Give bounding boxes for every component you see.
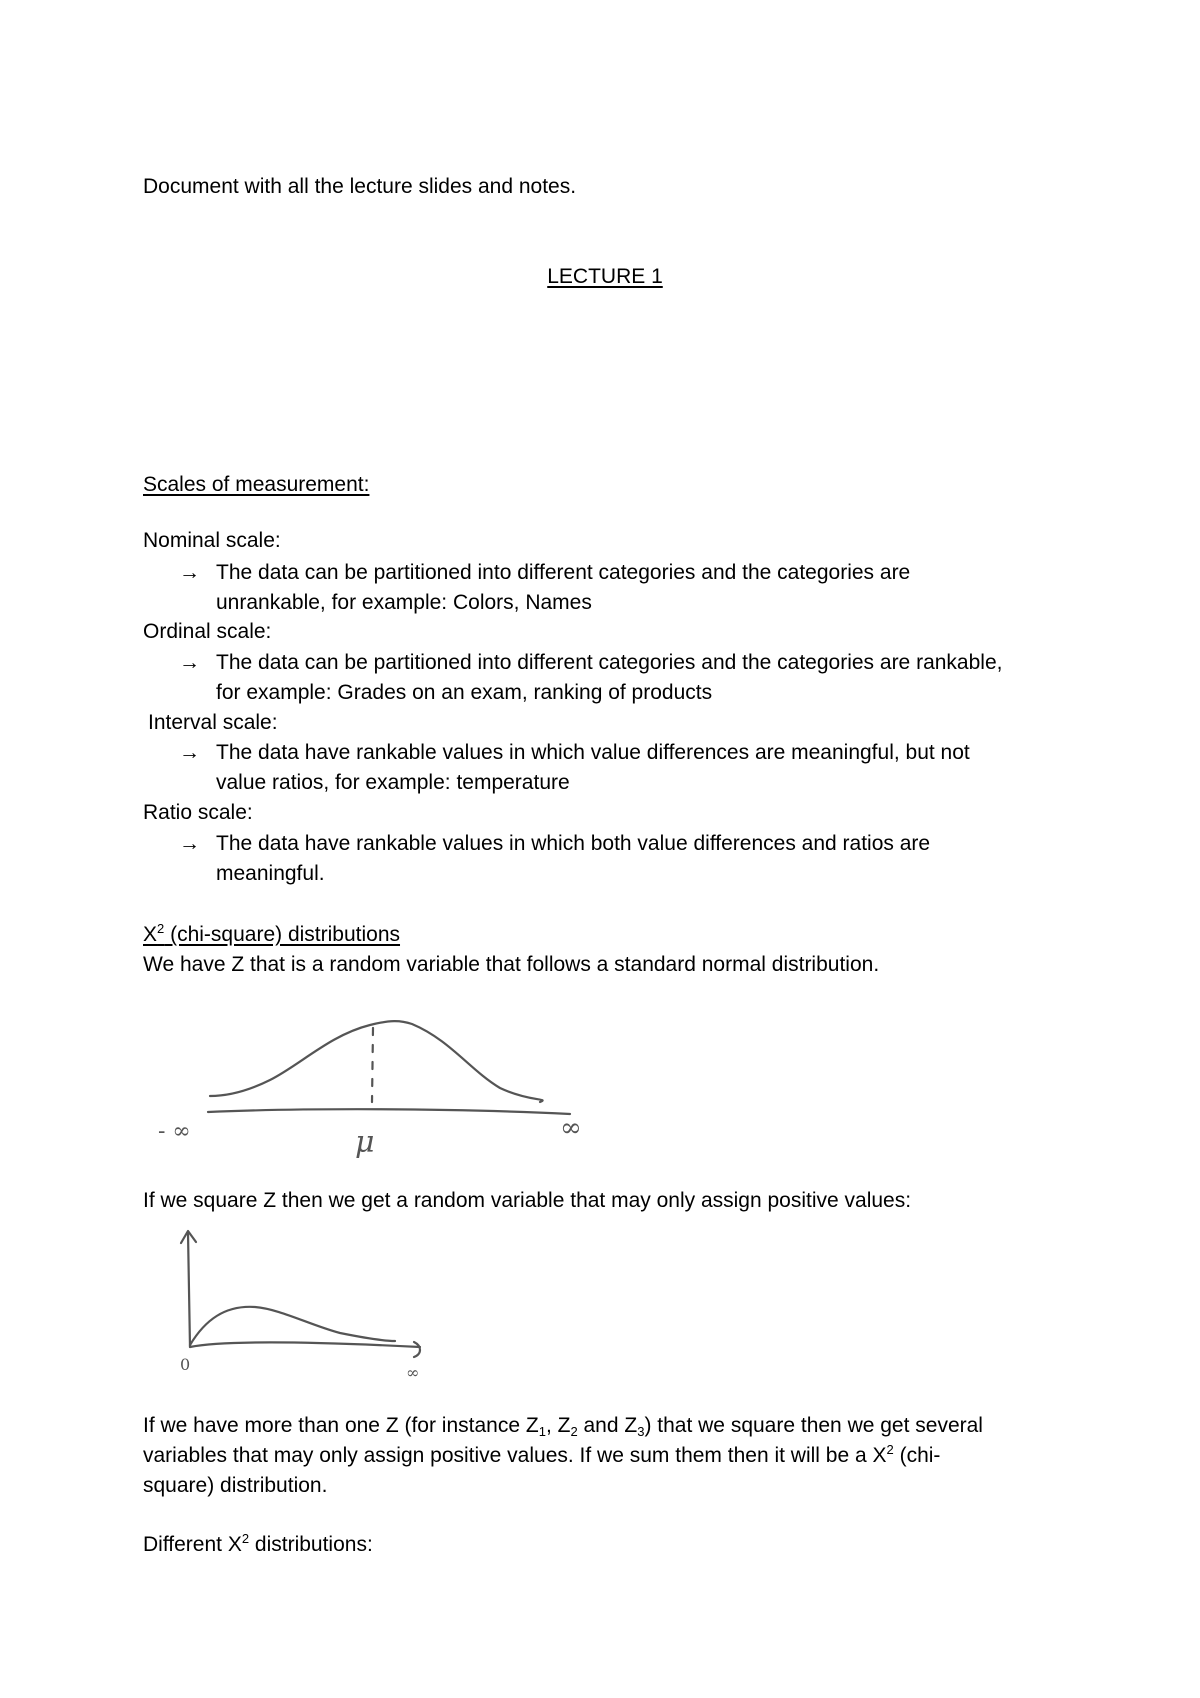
nominal-label: Nominal scale: [143, 529, 281, 552]
chi-square-curve [190, 1307, 395, 1345]
ordinal-line2: for example: Grades on an exam, ranking of products [216, 681, 713, 704]
interval-line2: value ratios, for example: temperature [216, 771, 570, 794]
chi-para-line3: square) distribution. [143, 1474, 328, 1497]
bell-curve [210, 1021, 543, 1102]
ratio-line2: meaningful. [216, 862, 325, 885]
x-axis-line [190, 1343, 420, 1348]
origin-label: 0 [180, 1355, 191, 1374]
nominal-line2: unrankable, for example: Colors, Names [216, 591, 592, 614]
nominal-line1: The data can be partitioned into different categories and the categories are [216, 561, 911, 584]
chi-para-line2: variables that may only assign positive values. If we sum them then it will be a $X^2$ (chi- [143, 1442, 941, 1467]
chi-heading: $X^2$ (chi-square) distributions [143, 921, 401, 946]
different-chi-heading: Different $X^2$ distributions: [143, 1531, 373, 1556]
right-infinity-label: ∞ [560, 1113, 582, 1143]
normal-distribution-sketch [150, 1010, 600, 1160]
arrow-icon: → [179, 832, 200, 855]
mean-dashed-line [372, 1028, 373, 1102]
arrow-icon: → [179, 561, 200, 584]
mu-label: μ [355, 1125, 375, 1160]
chi-para-line1: If we have more than one Z (for instance $Z_1$, $Z_2$ and $Z_3$) that we square then we get several [143, 1414, 983, 1439]
chi-line2: If we square Z then we get a random variable that may only assign positive values: [143, 1189, 912, 1212]
interval-line1: The data have rankable values in which value differences are meaningful, but not [216, 741, 970, 764]
ordinal-line1: The data can be partitioned into different categories and the categories are rankable, [216, 651, 1003, 674]
y-axis-line [188, 1233, 190, 1347]
left-infinity-label: - ∞ [158, 1119, 191, 1144]
arrow-icon: → [179, 741, 200, 764]
scales-heading: Scales of measurement: [143, 473, 370, 496]
lecture-title: LECTURE 1 [547, 265, 663, 288]
intro-text: Document with all the lecture slides and notes. [143, 175, 577, 198]
ordinal-label: Ordinal scale: [143, 620, 272, 643]
ratio-line1: The data have rankable values in which both value differences and ratios are [216, 832, 931, 855]
ratio-label: Ratio scale: [143, 801, 253, 824]
x-axis-line [208, 1109, 570, 1114]
axis-end-mark [414, 1342, 420, 1357]
arrow-icon: → [179, 651, 200, 674]
interval-label: Interval scale: [148, 711, 278, 734]
chi-line1: We have Z that is a random variable that follows a standard normal distribution. [143, 953, 880, 976]
squared-distribution-sketch [170, 1225, 460, 1390]
end-infinity-label: ∞ [406, 1363, 420, 1382]
